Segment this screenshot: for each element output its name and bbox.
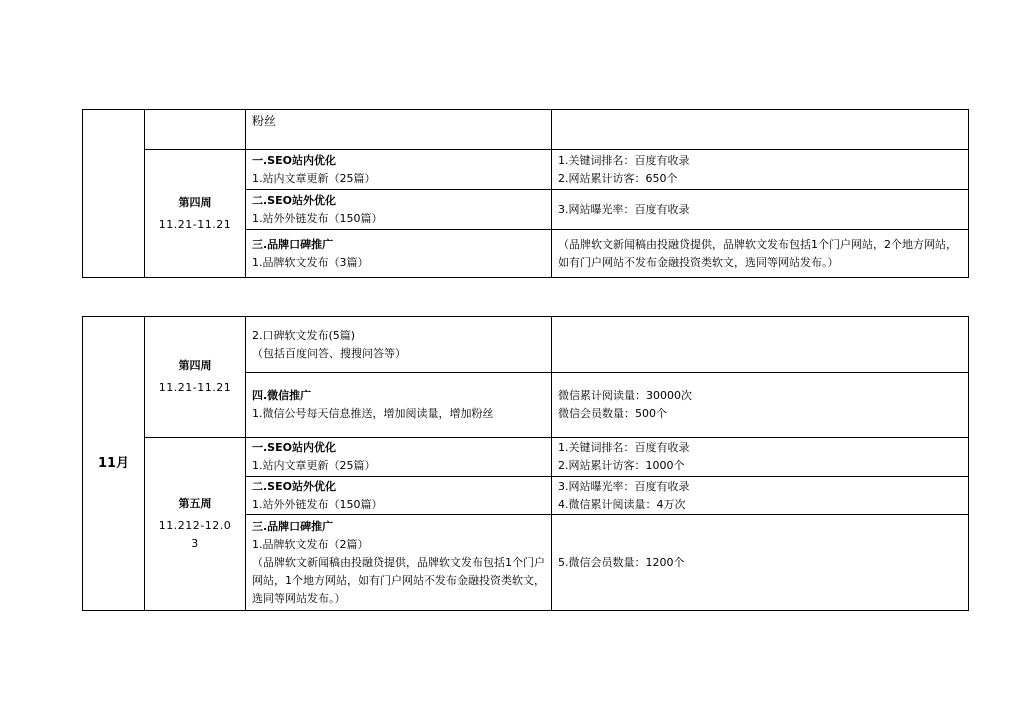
goal-text: 2.网站累计访客：650个 — [558, 171, 678, 185]
week-cell-empty — [145, 110, 246, 150]
task-detail: 1.站外外链发布（150篇） — [252, 497, 383, 511]
month-cell: 11月 — [83, 317, 145, 611]
task-cell — [246, 110, 552, 150]
goal-text: 5.微信会员数量：1200个 — [558, 555, 685, 569]
task-detail: 1.品牌软文发布（3篇） — [252, 255, 369, 269]
task-title: 四.微信推广 — [252, 389, 312, 402]
schedule-table-top — [82, 109, 969, 278]
task-detail: 1.站内文章更新（25篇） — [252, 459, 376, 472]
task-title: 二.SEO站外优化 — [252, 479, 336, 493]
task-text: 粉丝 — [252, 114, 277, 128]
week-range: 11.21-11.21 — [158, 381, 232, 394]
goal-cell — [552, 373, 969, 438]
goal-cell — [552, 317, 969, 373]
goal-cell — [552, 515, 969, 611]
week-cell — [145, 438, 246, 611]
task-title: 一.SEO站内优化 — [252, 441, 336, 454]
task-cell — [246, 438, 552, 477]
goal-cell — [552, 150, 969, 190]
week-cell — [145, 150, 246, 278]
task-detail: 1.站外外链发布（150篇） — [252, 211, 383, 225]
task-title: 二.SEO站外优化 — [252, 193, 336, 207]
week-cell — [145, 317, 246, 438]
goal-cell — [552, 190, 969, 230]
schedule-table-november — [82, 316, 969, 611]
goal-text: 3.网站曝光率：百度有收录 — [558, 202, 690, 216]
goal-text: 1.关键词排名：百度有收录 — [558, 441, 690, 454]
task-cell — [246, 373, 552, 438]
month-cell-empty — [83, 110, 145, 278]
task-cell — [246, 515, 552, 611]
task-title: 三.品牌口碑推广 — [252, 519, 334, 533]
task-cell — [246, 190, 552, 230]
task-detail: （包括百度问答、搜搜问答等） — [252, 346, 406, 360]
week-title: 第五周 — [178, 497, 212, 510]
task-cell — [246, 477, 552, 515]
week-range: 11.21-11.21 — [158, 217, 232, 231]
task-detail: 1.品牌软文发布（2篇） — [252, 537, 369, 551]
task-cell — [246, 317, 552, 373]
week-title: 第四周 — [178, 195, 212, 209]
goal-text: 微信会员数量：500个 — [558, 407, 667, 420]
task-title: 三.品牌口碑推广 — [252, 237, 334, 251]
goal-text: 微信累计阅读量：30000次 — [558, 389, 692, 402]
goal-text: 1.关键词排名：百度有收录 — [558, 153, 690, 167]
task-cell — [246, 230, 552, 278]
week-range: 11.212-12.03 — [158, 519, 232, 550]
goal-text: （品牌软文新闻稿由投融贷提供，品牌软文发布包括1个门户网站，2个地方网站，如有门户网站不发布金融投资类软文，选同等网站发布。） — [558, 237, 957, 269]
task-detail: 2.口碑软文发布(5篇) — [252, 328, 356, 342]
goal-cell — [552, 230, 969, 278]
week-title: 第四周 — [178, 359, 212, 372]
goal-text: 4.微信累计阅读量：4万次 — [558, 497, 686, 511]
goal-cell — [552, 477, 969, 515]
task-title: 一.SEO站内优化 — [252, 153, 336, 167]
task-note: （品牌软文新闻稿由投融贷提供，品牌软文发布包括1个门户网站，1个地方网站，如有门户网站不发布金融投资类软文，选同等网站发布。） — [252, 555, 545, 605]
task-detail: 1.站内文章更新（25篇） — [252, 171, 376, 185]
goal-cell — [552, 438, 969, 477]
goal-cell — [552, 110, 969, 150]
goal-text: 3.网站曝光率：百度有收录 — [558, 479, 690, 493]
goal-text: 2.网站累计访客：1000个 — [558, 459, 685, 472]
task-detail: 1.微信公号每天信息推送，增加阅读量，增加粉丝 — [252, 407, 494, 420]
task-cell — [246, 150, 552, 190]
